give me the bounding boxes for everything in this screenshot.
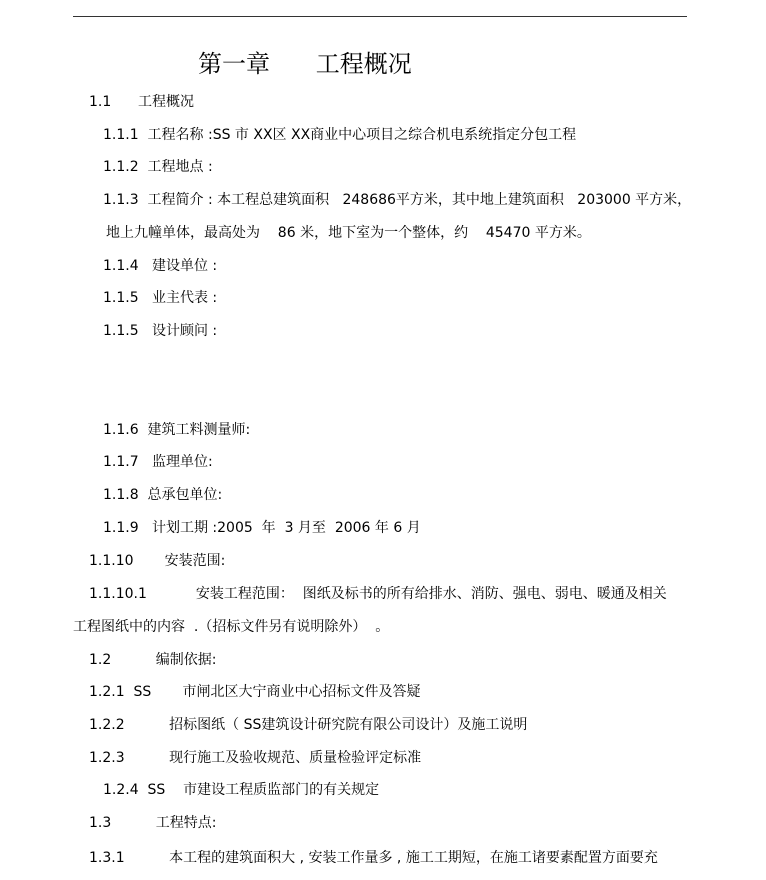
item-1-2-3: 1.2.3 现行施工及验收规范、质量检验评定标准: [89, 750, 422, 766]
item-1-1-10-1-continued: 工程图纸中的内容 .（招标文件另有说明除外） 。: [73, 619, 390, 635]
item-1-1-1: 1.1.1 工程名称 :SS 市 XX区 XX商业中心项目之综合机电系统指定分包工程: [103, 127, 577, 143]
chapter-title: 第一章 工程概况: [198, 50, 412, 78]
item-1-1-6: 1.1.6 建筑工料测量师:: [103, 422, 251, 438]
item-1-1-10: 1.1.10 安装范围:: [89, 553, 226, 569]
item-1-1-5-consultant: 1.1.5 设计顾问 :: [103, 323, 218, 339]
item-1-1-7: 1.1.7 监理单位:: [103, 454, 213, 470]
item-1-1-4: 1.1.4 建设单位 :: [103, 258, 218, 274]
item-1-1-2: 1.1.2 工程地点 :: [103, 159, 213, 175]
item-1-2-2: 1.2.2 招标图纸（ SS建筑设计研究院有限公司设计）及施工说明: [89, 717, 528, 733]
section-1-3: 1.3 工程特点:: [89, 815, 217, 831]
item-1-3-1: 1.3.1 本工程的建筑面积大 , 安装工作量多 , 施工工期短，在施工诸要素配置方面要充: [89, 850, 658, 866]
item-1-2-1: 1.2.1 SS 市闸北区大宁商业中心招标文件及答疑: [89, 684, 421, 700]
section-1-1: 1.1 工程概况: [89, 94, 194, 110]
item-1-1-8: 1.1.8 总承包单位:: [103, 487, 223, 503]
item-1-1-3-continued: 地上九幢单体，最高处为 86 米，地下室为一个整体，约 45470 平方米。: [106, 225, 591, 241]
item-1-1-9: 1.1.9 计划工期 :2005 年 3 月至 2006 年 6 月: [103, 520, 421, 536]
section-1-2: 1.2 编制依据:: [89, 652, 217, 668]
header-rule: [73, 16, 687, 17]
item-1-2-4: 1.2.4 SS 市建设工程质监部门的有关规定: [103, 782, 380, 798]
item-1-1-5-owner: 1.1.5 业主代表 :: [103, 290, 218, 306]
item-1-1-3: 1.1.3 工程简介 : 本工程总建筑面积 248686平方米，其中地上建筑面积 203000 平方米，: [103, 192, 692, 208]
item-1-1-10-1: 1.1.10.1 安装工程范围： 图纸及标书的所有给排水、消防、强电、弱电、暖通及相关: [89, 586, 667, 602]
